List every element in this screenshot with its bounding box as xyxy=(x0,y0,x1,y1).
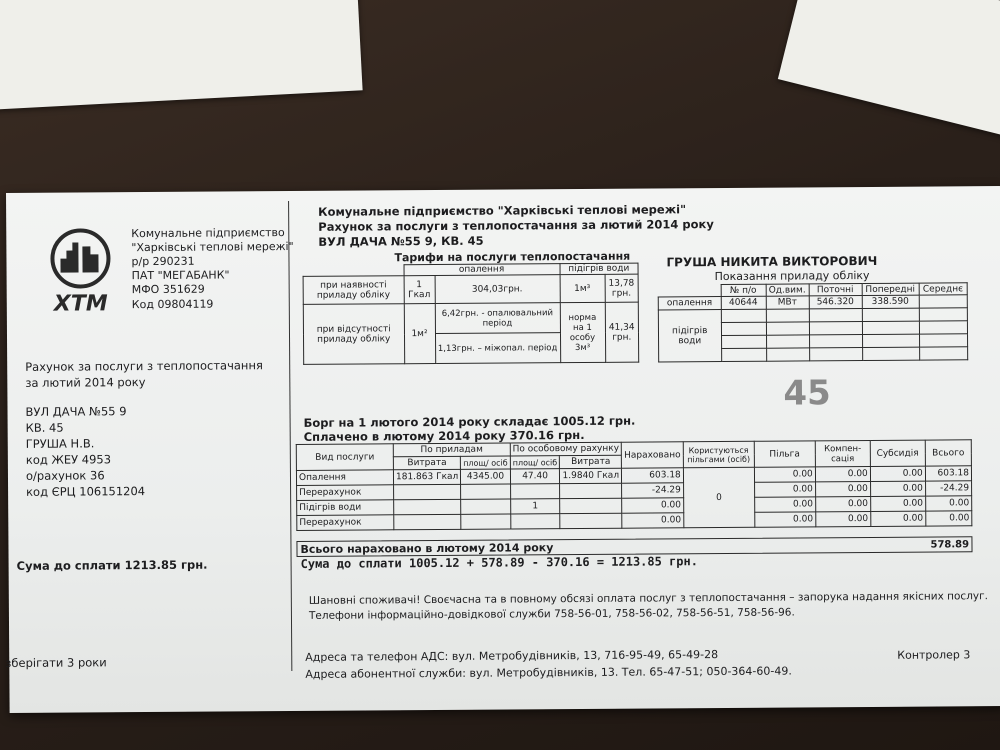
stub-code: Код 09804119 xyxy=(131,297,214,312)
header-bill-title: Рахунок за послуги з теплопостачання за лютий 2014 року xyxy=(318,217,714,234)
service-cell: Опалення xyxy=(296,470,393,486)
meter-heating-unit: МВт xyxy=(766,296,809,309)
cost-personal-cell xyxy=(560,513,622,528)
paid-line: Сплачено в лютому 2014 року 370.16 грн. xyxy=(303,427,585,444)
col-charged: Нараховано xyxy=(621,442,683,468)
stub-name: ГРУША Н.В. xyxy=(25,436,95,451)
col-beneficiaries: Користуються пільгами (осіб) xyxy=(683,441,754,467)
total-cell: 0.00 xyxy=(926,511,972,526)
meter-col-unit: Од.вим. xyxy=(766,284,809,296)
subsidy-cell: 0.00 xyxy=(871,511,926,526)
benefit-cell: 0.00 xyxy=(755,512,816,527)
tariff-row1-label: при наявності приладу обліку xyxy=(303,276,404,305)
area-cell: 4345.00 xyxy=(461,469,511,484)
subsidy-cell: 0.00 xyxy=(870,466,925,481)
area-cell xyxy=(461,484,511,499)
col-total: Всього xyxy=(925,440,971,466)
cost-cell xyxy=(394,514,461,529)
logo-text: ХТМ xyxy=(53,291,108,317)
cost-cell: 181.863 Гкал xyxy=(393,469,460,484)
stub-account: р/р 290231 xyxy=(131,254,195,269)
stub-mfo: МФО 351629 xyxy=(131,282,205,297)
debt-line: Борг на 1 лютого 2014 року складає 1005.12 грн. xyxy=(303,413,636,430)
meter-heating-current: 546.320 xyxy=(809,296,862,309)
tariff-row1-water-unit: 1м³ xyxy=(560,274,605,302)
benefit-cell: 0.00 xyxy=(754,482,815,497)
tariff-row2-label: при відсутності приладу обліку xyxy=(303,304,404,365)
tariff-row2-water-price: 41,34 грн. xyxy=(605,302,639,362)
col-cost: Витрата xyxy=(393,456,460,469)
charged-cell: 0.00 xyxy=(622,513,684,528)
col-benefit: Пільга xyxy=(754,441,815,467)
tariffs-title: Тарифи на послуги теплопостачання xyxy=(394,249,631,265)
tariff-row2-unit: 1м² xyxy=(404,304,435,364)
stub-account-no: о/рахунок 36 xyxy=(25,468,105,483)
subsidy-cell: 0.00 xyxy=(870,481,925,496)
meter-title: Показання приладу обліку xyxy=(714,268,870,284)
comp-cell: 0.00 xyxy=(815,496,870,511)
utility-bill xyxy=(6,186,1000,713)
meter-heating-label: опалення xyxy=(658,297,721,310)
charged-cell: 0.00 xyxy=(622,498,684,513)
charges-table xyxy=(296,439,973,531)
benefit-cell: 0.00 xyxy=(754,497,815,512)
notice-line-2: Телефони інформаційно-довідкової служби 758-56-01, 758-56-02, 758-56-51, 758-56-96. xyxy=(308,606,795,622)
meter-table xyxy=(658,282,969,362)
meter-col-no: № п/о xyxy=(721,284,766,296)
cost-cell xyxy=(394,499,461,514)
header-address: ВУЛ ДАЧА №55 9, КВ. 45 xyxy=(318,233,484,249)
total-cell: 603.18 xyxy=(925,466,971,481)
stub-sum-to-pay: Сума до сплати 1213.85 грн. xyxy=(16,557,208,573)
area-personal-cell: 1 xyxy=(510,499,560,514)
total-charged-label: Всього нараховано в лютому 2014 року xyxy=(300,541,554,556)
tear-line xyxy=(288,201,292,671)
tariff-row1-unit: 1 Гкал xyxy=(404,276,435,304)
subscriber-address: Адреса абонентної служби: вул. Метробудівників, 13. Тел. 65-47-51; 050-364-60-49. xyxy=(305,664,792,681)
notice-line-1: Шановні споживачі! Своєчасна та в повному обсязі оплата послуг з теплопостачання – запорука надання якісних послуг. xyxy=(308,590,989,607)
beneficiaries-cell: 0 xyxy=(683,467,754,527)
total-cell: -24.29 xyxy=(925,481,971,496)
col-personal: По особовому рахунку xyxy=(510,442,622,456)
tariff-row2-price-a: 6,42грн. - опалювальний період xyxy=(435,303,560,334)
area-cell xyxy=(461,514,511,529)
stub-bill-title-1: Рахунок за послуги з теплопостачання xyxy=(25,358,263,374)
stamp-number: 45 xyxy=(783,373,831,414)
owner-name: ГРУША НИКИТА ВИКТОРОВИЧ xyxy=(666,253,878,270)
sum-line: Сума до сплати 1005.12 + 578.89 - 370.16 = 1213.85 грн. xyxy=(300,554,698,571)
stub-zheu: код ЖЕУ 4953 xyxy=(25,452,112,467)
header-org: Комунальне підприємство "Харківські теплові мережі" xyxy=(318,202,687,219)
cost-personal-cell xyxy=(560,483,622,498)
col-subsidy: Субсидія xyxy=(870,440,925,466)
meter-col-current: Поточні xyxy=(809,284,862,296)
meter-col-average: Середнє xyxy=(919,283,968,295)
comp-cell: 0.00 xyxy=(815,481,870,496)
tariff-row1-price: 304,03грн. xyxy=(435,275,560,304)
area-cell xyxy=(461,499,511,514)
meter-heating-no: 40644 xyxy=(721,296,766,309)
service-cell: Перерахунок xyxy=(297,485,394,501)
stub-bank: ПАТ "МЕГАБАНК" xyxy=(131,268,230,283)
ads-address: Адреса та телефон АДС: вул. Метробудівників, 13, 716-95-49, 65-49-28 xyxy=(305,648,719,664)
stub-keep-note: зберігати 3 роки xyxy=(5,655,107,671)
stub-address-2: КВ. 45 xyxy=(25,420,64,435)
cost-personal-cell xyxy=(560,498,622,513)
subsidy-cell: 0.00 xyxy=(870,496,925,511)
meter-water-label: підігрів води xyxy=(658,310,721,362)
col-devices: По приладам xyxy=(393,443,510,457)
cost-personal-cell: 1.9840 Гкал xyxy=(560,468,622,483)
tariff-row2-price-b: 1,13грн. – міжопал. період xyxy=(435,333,560,364)
tariff-row2-water-unit: норма на 1 особу 3м³ xyxy=(560,302,605,362)
area-personal-cell: 47.40 xyxy=(510,469,560,484)
meter-col-previous: Попередні xyxy=(862,283,919,295)
col-area-personal: площ/ осіб xyxy=(510,456,560,469)
area-personal-cell xyxy=(511,514,561,529)
comp-cell: 0.00 xyxy=(815,466,870,481)
meter-heating-previous: 338.590 xyxy=(862,295,919,308)
col-area: площ/ осіб xyxy=(461,456,511,469)
stub-erc: код ЄРЦ 106151204 xyxy=(26,484,146,499)
charged-cell: -24.29 xyxy=(622,483,684,498)
total-charged-value: 578.89 xyxy=(930,539,970,551)
tariff-col-water: підігрів води xyxy=(560,263,639,275)
col-service: Вид послуги xyxy=(296,444,393,471)
tariffs-table xyxy=(303,263,640,365)
company-logo xyxy=(46,228,115,318)
total-cell: 0.00 xyxy=(925,496,971,511)
tariff-col-heating: опалення xyxy=(404,264,560,276)
controller: Контролер 3 xyxy=(897,648,971,662)
tariff-row1-water-price: 13,78 грн. xyxy=(605,274,639,302)
col-compensation: Компен-сація xyxy=(815,440,870,466)
stub-address-1: ВУЛ ДАЧА №55 9 xyxy=(25,404,127,419)
cost-cell xyxy=(394,484,461,499)
benefit-cell: 0.00 xyxy=(754,467,815,482)
stub-bill-title-2: за лютий 2014 року xyxy=(25,375,146,390)
stub-org-line1: Комунальне підприємство xyxy=(131,226,285,241)
comp-cell: 0.00 xyxy=(816,511,871,526)
stub-org-line2: "Харківські теплові мережі" xyxy=(131,239,294,255)
meter-heating-average xyxy=(919,295,968,308)
area-personal-cell xyxy=(510,484,560,499)
service-cell: Перерахунок xyxy=(297,515,394,531)
col-cost-personal: Витрата xyxy=(560,455,622,468)
charged-cell: 603.18 xyxy=(622,468,684,483)
service-cell: Підігрів води xyxy=(297,500,394,516)
